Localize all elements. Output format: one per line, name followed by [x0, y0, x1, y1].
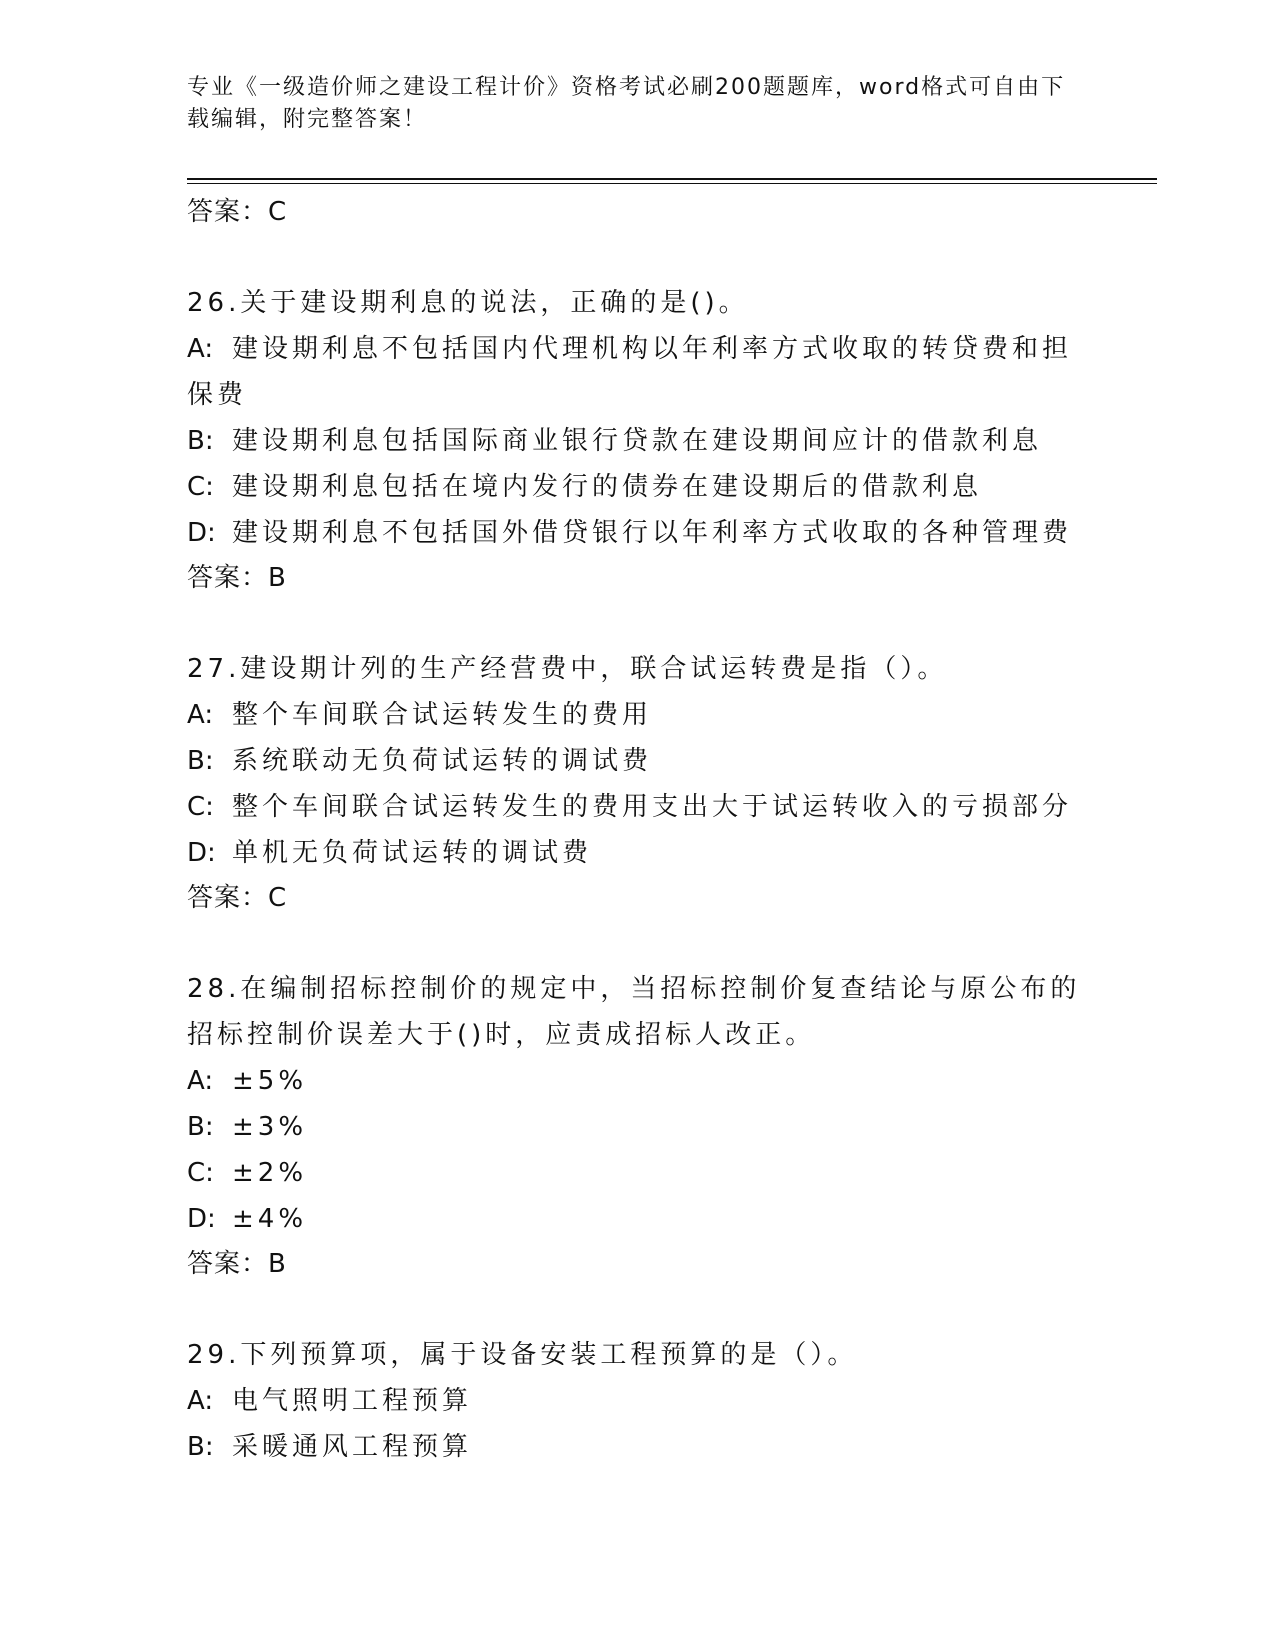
option-letter: D:	[187, 1204, 216, 1234]
option-text: ±5%	[232, 1066, 308, 1096]
question-stem: 29.下列预算项，属于设备安装工程预算的是（）。	[187, 1340, 858, 1370]
option-letter: C:	[187, 1158, 214, 1188]
option-letter: C:	[187, 472, 214, 502]
option-text: 建设期利息包括在境内发行的债券在建设期后的借款利息	[232, 472, 983, 502]
option-letter: A:	[187, 1066, 214, 1096]
question-26	[187, 280, 1087, 600]
question-stem: 27.建设期计列的生产经营费中，联合试运转费是指（）。	[187, 654, 948, 684]
option-a	[187, 326, 1087, 418]
option-text: 单机无负荷试运转的调试费	[232, 838, 593, 868]
option-letter: D:	[187, 518, 216, 548]
option-text: 采暖通风工程预算	[232, 1432, 473, 1462]
question-29	[187, 1332, 1087, 1470]
option-letter: B:	[187, 1432, 214, 1462]
previous-answer: 答案：C	[187, 197, 288, 227]
option-letter: D:	[187, 838, 216, 868]
document-header: 专业《一级造价师之建设工程计价》资格考试必刷200题题库，word格式可自由下载编辑，附完整答案！	[187, 75, 1066, 132]
option-text: 建设期利息不包括国外借贷银行以年利率方式收取的各种管理费	[232, 518, 1073, 548]
option-text: 系统联动无负荷试运转的调试费	[232, 746, 653, 776]
option-text: ±3%	[232, 1112, 308, 1142]
option-letter: A:	[187, 334, 214, 364]
option-letter: A:	[187, 1386, 214, 1416]
question-stem: 26.关于建设期利息的说法，正确的是()。	[187, 288, 749, 318]
option-c	[187, 464, 1087, 510]
question-27	[187, 646, 1087, 920]
option-b	[187, 1424, 1087, 1470]
header-divider-thick	[187, 178, 1157, 180]
option-a	[187, 692, 1087, 738]
question-28	[187, 966, 1087, 1286]
option-letter: B:	[187, 746, 214, 776]
option-letter: A:	[187, 700, 214, 730]
question-list	[187, 190, 1087, 1470]
option-c	[187, 784, 1087, 830]
answer-line: 答案：B	[187, 1249, 287, 1279]
option-c	[187, 1150, 1087, 1196]
option-b	[187, 1104, 1087, 1150]
option-text: 建设期利息不包括国内代理机构以年利率方式收取的转贷费和担保费	[187, 334, 1073, 410]
option-letter: B:	[187, 1112, 214, 1142]
option-text: ±2%	[232, 1158, 308, 1188]
header-divider-thin	[187, 183, 1157, 184]
question-stem: 28.在编制招标控制价的规定中，当招标控制价复查结论与原公布的招标控制价误差大于()时，应责成招标人改正。	[187, 974, 1081, 1050]
option-letter: C:	[187, 792, 214, 822]
option-text: 整个车间联合试运转发生的费用支出大于试运转收入的亏损部分	[232, 792, 1073, 822]
option-a	[187, 1058, 1087, 1104]
option-text: 整个车间联合试运转发生的费用	[232, 700, 653, 730]
option-text: 建设期利息包括国际商业银行贷款在建设期间应计的借款利息	[232, 426, 1043, 456]
option-d	[187, 510, 1087, 556]
option-d	[187, 830, 1087, 876]
option-b	[187, 738, 1087, 784]
answer-line: 答案：C	[187, 883, 288, 913]
option-text: 电气照明工程预算	[232, 1386, 473, 1416]
option-letter: B:	[187, 426, 214, 456]
option-a	[187, 1378, 1087, 1424]
option-text: ±4%	[232, 1204, 308, 1234]
answer-line: 答案：B	[187, 563, 287, 593]
option-b	[187, 418, 1087, 464]
option-d	[187, 1196, 1087, 1242]
